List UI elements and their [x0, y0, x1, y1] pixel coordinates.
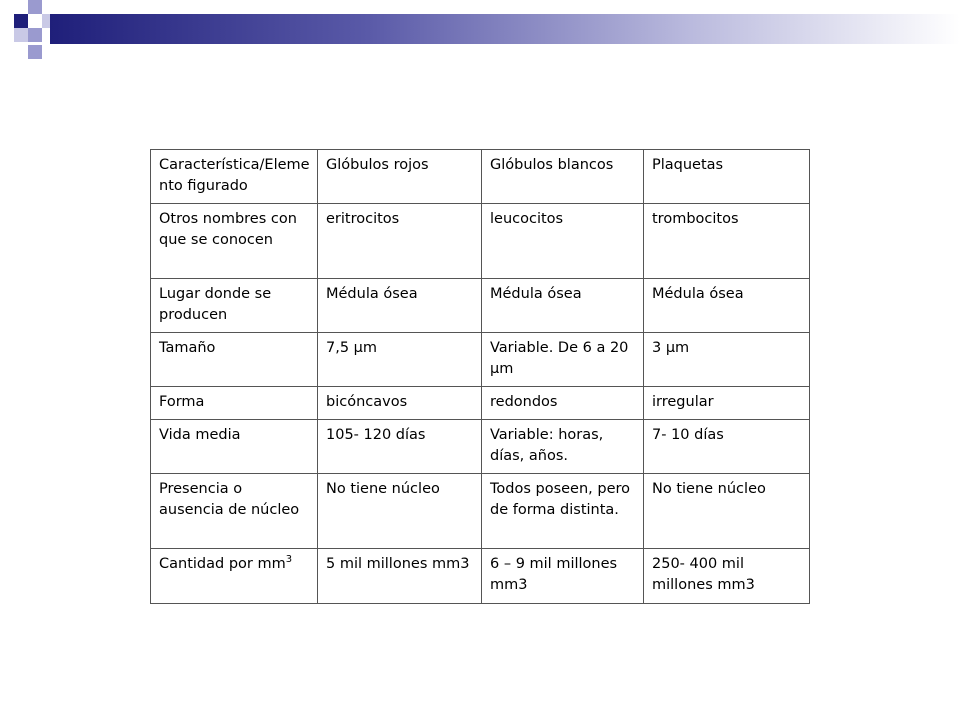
decor-square-pale	[14, 28, 28, 42]
decor-square-pale-2	[42, 14, 50, 28]
cell-rbc: 7,5 μm	[318, 333, 482, 387]
row-label: Lugar donde se producen	[151, 279, 318, 333]
cell-rbc: 5 mil millones mm3	[318, 549, 482, 604]
cell-rbc: bicóncavos	[318, 387, 482, 420]
decor-square-lavender-2	[28, 28, 42, 42]
row-label-superscript: 3	[285, 554, 293, 566]
row-label: Otros nombres con que se conocen	[151, 204, 318, 279]
row-label	[151, 549, 318, 604]
table-row	[151, 387, 810, 420]
cell-wbc: 6 – 9 mil millones mm3	[482, 549, 644, 604]
decor-square-lavender	[28, 0, 42, 14]
blood-cells-table	[150, 149, 810, 604]
row-label: Presencia o ausencia de núcleo	[151, 474, 318, 549]
cell-platelets: 250- 400 mil millones mm3	[644, 549, 810, 604]
row-label: Vida media	[151, 420, 318, 474]
header-cell-characteristic: Característica/Elemento figurado	[151, 150, 318, 204]
cell-platelets: trombocitos	[644, 204, 810, 279]
header-gradient-bar	[50, 14, 960, 44]
cell-wbc: Variable: horas, días, años.	[482, 420, 644, 474]
header-cell-wbc: Glóbulos blancos	[482, 150, 644, 204]
row-label-text: Cantidad por mm	[159, 556, 286, 572]
cell-rbc: 105- 120 días	[318, 420, 482, 474]
row-label: Forma	[151, 387, 318, 420]
table-row	[151, 279, 810, 333]
table-row	[151, 204, 810, 279]
cell-platelets: irregular	[644, 387, 810, 420]
cell-wbc: leucocitos	[482, 204, 644, 279]
cell-wbc: Variable. De 6 a 20 μm	[482, 333, 644, 387]
cell-wbc: Médula ósea	[482, 279, 644, 333]
decor-square-lavender-3	[28, 45, 42, 59]
row-label: Tamaño	[151, 333, 318, 387]
cell-platelets: Médula ósea	[644, 279, 810, 333]
table-row	[151, 549, 810, 604]
cell-platelets: 7- 10 días	[644, 420, 810, 474]
cell-rbc: No tiene núcleo	[318, 474, 482, 549]
table-row	[151, 420, 810, 474]
cell-platelets: No tiene núcleo	[644, 474, 810, 549]
cell-wbc: redondos	[482, 387, 644, 420]
table-row	[151, 474, 810, 549]
header-cell-platelets: Plaquetas	[644, 150, 810, 204]
cell-platelets: 3 μm	[644, 333, 810, 387]
header-cell-rbc: Glóbulos rojos	[318, 150, 482, 204]
table-row	[151, 333, 810, 387]
cell-wbc: Todos poseen, pero de forma distinta.	[482, 474, 644, 549]
table-header-row	[151, 150, 810, 204]
cell-rbc: Médula ósea	[318, 279, 482, 333]
decor-square-navy	[14, 14, 28, 28]
cell-rbc: eritrocitos	[318, 204, 482, 279]
